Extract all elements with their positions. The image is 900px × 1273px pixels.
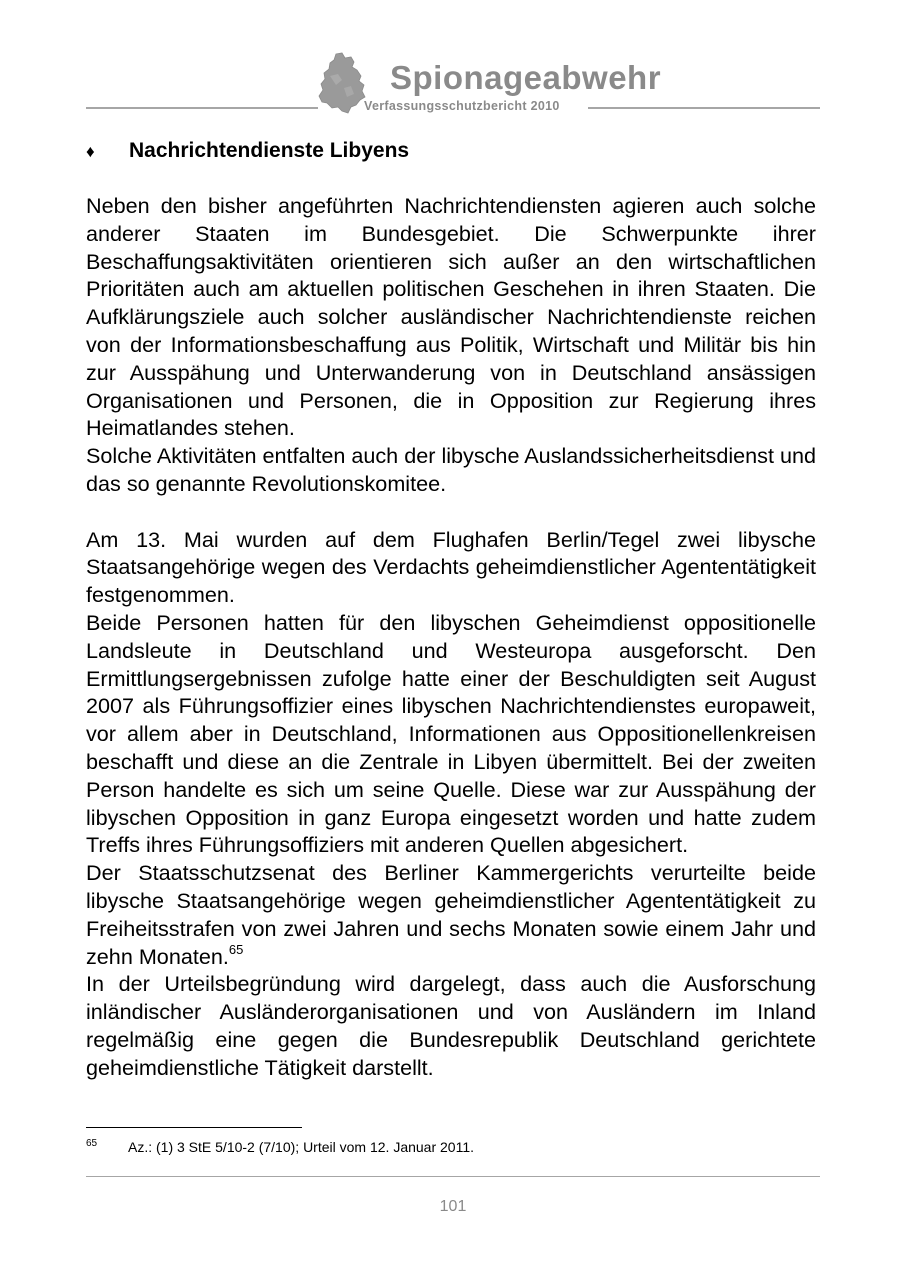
section-heading (86, 137, 816, 166)
paragraph: Beide Personen hatten für den libyschen Geheimdienst oppositionelle Landsleute in Deutschland und Westeuropa ausgeforscht. Den Ermittlungsergebnissen zufolge hatte einer der Beschuldigten seit August 2007 als Führungsoffizier eines libyschen Nachrichtendienstes europaweit, vor allem aber in Deutschland, Informationen aus Oppositionellenkreisen beschafft und diese an die Zentrale in Libyen übermittelt. Bei der zweiten Person handelte es sich um seine Quelle. Diese war zur Ausspähung der libyschen Opposition in ganz Europa eingesetzt worden und hatte zudem Treffs ihres Führungsoffiziers mit anderen Quellen abgesichert. (86, 609, 816, 858)
paragraph: In der Urteilsbegründung wird dargelegt, dass auch die Ausforschung inländischer Ausländerorganisationen und von Ausländern im Inland regelmäßig eine gegen die Bundesrepublik Deutschland gerichtete geheimdienstliche Tätigkeit darstellt. (86, 971, 816, 1080)
footer-rule (86, 1176, 820, 1177)
footnote-text: Az.: (1) 3 StE 5/10-2 (7/10); Urteil vom 12. Januar 2011. (128, 1139, 475, 1155)
header-rule-left (86, 107, 318, 109)
footnote-number: 65 (86, 1138, 98, 1149)
header-title: Spionageabwehr (390, 59, 662, 96)
paragraph-text: Der Staatsschutzsenat des Berliner Kammergerichts verurteilte beide libysche Staatsangehörige wegen geheimdienstlicher Agententätigkeit zu Freiheitsstrafen von zwei Jahren und sechs Monaten sowie einem Jahr und zehn Monaten. (86, 860, 816, 969)
footnote-divider (86, 1127, 302, 1128)
section-heading-text: Nachrichtendienste Libyens (129, 139, 410, 162)
header-subtitle: Verfassungsschutzbericht 2010 (364, 99, 560, 113)
diamond-bullet-icon: ♦ (86, 142, 95, 161)
paragraph: Am 13. Mai wurden auf dem Flughafen Berlin/Tegel zwei libysche Staatsangehörige wegen des Verdachts geheimdienstlicher Agententätigkeit festgenommen. (86, 526, 816, 608)
body-text (86, 192, 816, 1082)
footnote (86, 1134, 816, 1157)
paragraph: Neben den bisher angeführten Nachrichtendiensten agieren auch solche anderer Staaten im Bundesgebiet. Die Schwerpunkte ihrer Beschaffungsaktivitäten orientieren sich außer an den wirtschaftlichen Prioritäten auch am aktuellen politischen Geschehen in ihren Staaten. Die Aufklärungsziele auch solcher ausländischer Nachrichtendienste reichen von der Informationsbeschaffung aus Politik, Wirtschaft und Militär bis hin zur Ausspähung und Unterwanderung von in Deutschland ansässigen Organisationen und Personen, die in Opposition zur Regierung ihres Heimatlandes stehen. (86, 193, 816, 441)
page-number: 101 (439, 1198, 467, 1215)
paragraph-with-footnote (86, 859, 816, 970)
header-rule-right (588, 107, 820, 109)
state-map-icon (318, 52, 366, 114)
paragraph: Solche Aktivitäten entfalten auch der libysche Auslandssicherheitsdienst und das so genannte Revolutionskomitee. (86, 443, 816, 496)
page-header (0, 0, 900, 125)
footnote-reference[interactable]: 65 (228, 941, 244, 957)
